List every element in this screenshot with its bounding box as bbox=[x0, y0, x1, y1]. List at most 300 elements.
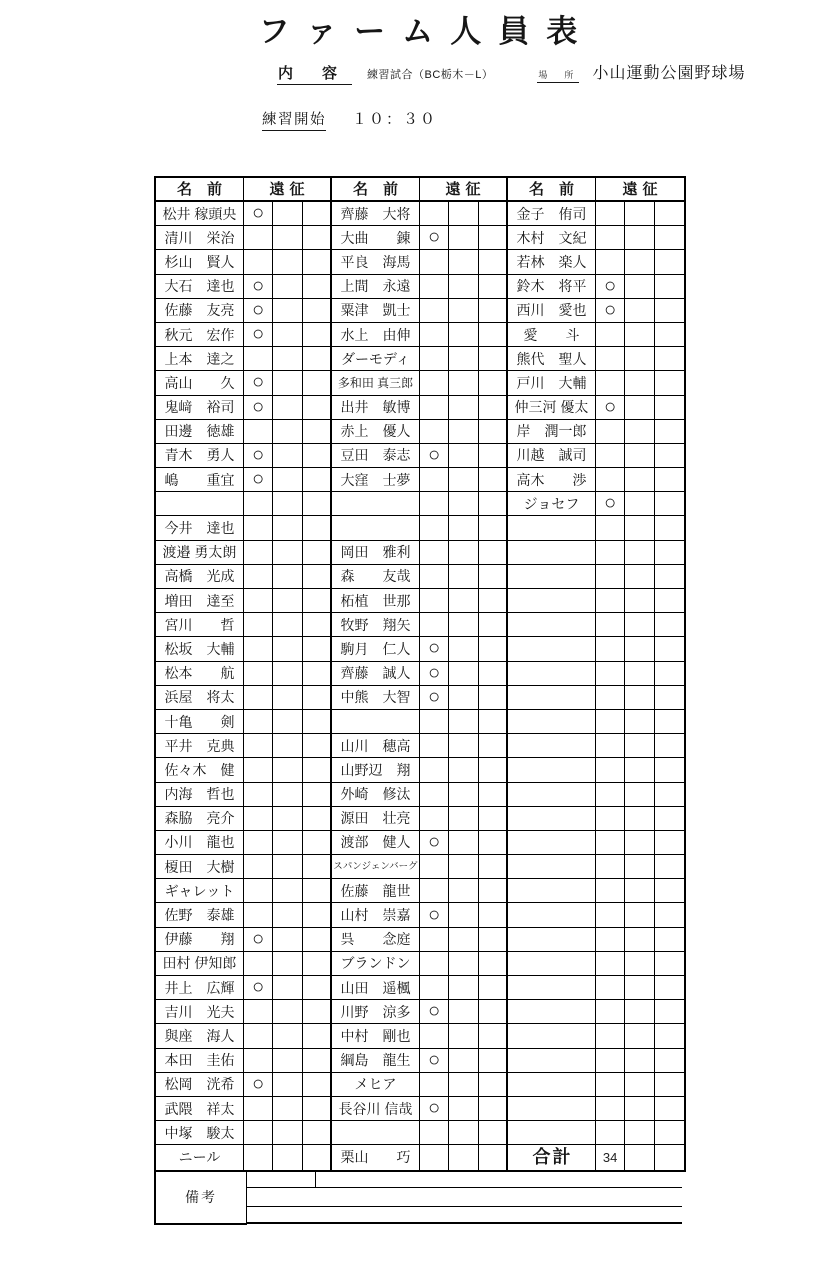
name-cell bbox=[508, 855, 596, 879]
ensei-cell bbox=[420, 855, 449, 879]
name-cell bbox=[508, 1024, 596, 1048]
ensei-cell bbox=[479, 783, 508, 807]
ensei-cell bbox=[273, 758, 302, 782]
ensei-cell bbox=[273, 952, 302, 976]
name-cell bbox=[508, 565, 596, 589]
name-cell: 増田 達至 bbox=[156, 589, 244, 613]
name-cell: 外崎 修汰 bbox=[332, 783, 420, 807]
ensei-cell bbox=[479, 420, 508, 444]
ensei-cell bbox=[625, 662, 654, 686]
name-cell bbox=[508, 637, 596, 661]
name-cell: 吉川 光夫 bbox=[156, 1000, 244, 1024]
name-cell: 渡部 健人 bbox=[332, 831, 420, 855]
name-cell: 木村 文紀 bbox=[508, 226, 596, 250]
ensei-header: 遠征 bbox=[244, 178, 332, 202]
ensei-cell bbox=[244, 613, 273, 637]
ensei-cell bbox=[244, 952, 273, 976]
ensei-cell bbox=[449, 855, 478, 879]
name-cell: 上本 達之 bbox=[156, 347, 244, 371]
remarks-line-1-divider bbox=[315, 1171, 316, 1188]
ensei-cell bbox=[449, 250, 478, 274]
ensei-cell bbox=[303, 662, 332, 686]
ensei-cell bbox=[625, 541, 654, 565]
ensei-cell bbox=[273, 1097, 302, 1121]
name-cell: 愛 斗 bbox=[508, 323, 596, 347]
ensei-cell bbox=[625, 323, 654, 347]
ensei-cell bbox=[596, 202, 625, 226]
ensei-cell bbox=[479, 492, 508, 516]
name-cell: 武隈 祥太 bbox=[156, 1097, 244, 1121]
ensei-cell bbox=[479, 637, 508, 661]
ensei-cell bbox=[596, 928, 625, 952]
name-cell: 中村 剛也 bbox=[332, 1024, 420, 1048]
name-cell: 仲三河 優太 bbox=[508, 396, 596, 420]
ensei-cell bbox=[625, 1121, 654, 1145]
name-cell: 平井 克典 bbox=[156, 734, 244, 758]
ensei-cell bbox=[273, 250, 302, 274]
practice-start-line bbox=[262, 108, 437, 131]
ensei-cell bbox=[655, 371, 684, 395]
ensei-cell bbox=[655, 396, 684, 420]
ensei-cell bbox=[303, 758, 332, 782]
name-cell: 森 友哉 bbox=[332, 565, 420, 589]
ensei-cell bbox=[449, 371, 478, 395]
name-cell bbox=[508, 783, 596, 807]
ensei-cell bbox=[625, 783, 654, 807]
ensei-cell bbox=[449, 613, 478, 637]
name-cell: 本田 圭佑 bbox=[156, 1049, 244, 1073]
ensei-cell bbox=[625, 468, 654, 492]
content-label: 内 容 bbox=[277, 62, 352, 85]
ensei-cell bbox=[449, 710, 478, 734]
ensei-cell bbox=[625, 371, 654, 395]
ensei-cell bbox=[479, 299, 508, 323]
ensei-cell bbox=[479, 662, 508, 686]
ensei-cell bbox=[625, 637, 654, 661]
ensei-cell bbox=[625, 758, 654, 782]
ensei-cell bbox=[449, 468, 478, 492]
name-header: 名 前 bbox=[156, 178, 244, 202]
ensei-cell bbox=[596, 952, 625, 976]
ensei-cell bbox=[655, 734, 684, 758]
ensei-cell bbox=[479, 1024, 508, 1048]
ensei-cell bbox=[303, 468, 332, 492]
ensei-cell bbox=[420, 1121, 449, 1145]
ensei-cell bbox=[655, 952, 684, 976]
ensei-mark-cell: ○ bbox=[420, 1049, 449, 1073]
ensei-cell bbox=[244, 565, 273, 589]
ensei-cell bbox=[303, 202, 332, 226]
ensei-cell bbox=[244, 226, 273, 250]
ensei-cell bbox=[244, 686, 273, 710]
ensei-cell bbox=[303, 976, 332, 1000]
ensei-cell bbox=[420, 1024, 449, 1048]
ensei-cell bbox=[479, 541, 508, 565]
name-cell: 與座 海人 bbox=[156, 1024, 244, 1048]
name-cell: メヒア bbox=[332, 1073, 420, 1097]
ensei-cell bbox=[625, 734, 654, 758]
ensei-cell bbox=[479, 1121, 508, 1145]
ensei-mark-cell: ○ bbox=[244, 444, 273, 468]
ensei-cell bbox=[420, 541, 449, 565]
ensei-cell bbox=[655, 565, 684, 589]
name-cell: 若林 楽人 bbox=[508, 250, 596, 274]
name-cell: 駒月 仁人 bbox=[332, 637, 420, 661]
place-value: 小山運動公園野球場 bbox=[592, 65, 746, 82]
ensei-cell bbox=[273, 928, 302, 952]
name-cell: 源田 壮亮 bbox=[332, 807, 420, 831]
ensei-cell bbox=[479, 710, 508, 734]
name-cell bbox=[508, 1049, 596, 1073]
ensei-cell bbox=[655, 1073, 684, 1097]
ensei-mark-cell: ○ bbox=[420, 1000, 449, 1024]
name-cell: 平良 海馬 bbox=[332, 250, 420, 274]
ensei-cell bbox=[625, 710, 654, 734]
ensei-cell bbox=[596, 371, 625, 395]
ensei-cell bbox=[596, 347, 625, 371]
ensei-cell bbox=[596, 420, 625, 444]
ensei-cell bbox=[596, 1049, 625, 1073]
ensei-cell bbox=[449, 662, 478, 686]
ensei-header: 遠征 bbox=[596, 178, 684, 202]
ensei-cell bbox=[303, 541, 332, 565]
ensei-cell bbox=[449, 420, 478, 444]
ensei-cell bbox=[655, 879, 684, 903]
ensei-cell bbox=[449, 299, 478, 323]
ensei-cell bbox=[625, 420, 654, 444]
name-cell: 齊藤 大将 bbox=[332, 202, 420, 226]
ensei-cell bbox=[655, 783, 684, 807]
name-cell bbox=[508, 589, 596, 613]
ensei-cell bbox=[420, 976, 449, 1000]
name-cell: 佐藤 龍世 bbox=[332, 879, 420, 903]
ensei-cell bbox=[479, 202, 508, 226]
name-cell: 松岡 洸希 bbox=[156, 1073, 244, 1097]
ensei-cell bbox=[273, 1000, 302, 1024]
name-cell: 呉 念庭 bbox=[332, 928, 420, 952]
ensei-cell bbox=[303, 347, 332, 371]
ensei-cell bbox=[303, 565, 332, 589]
name-cell: 嶋 重宜 bbox=[156, 468, 244, 492]
ensei-cell bbox=[273, 613, 302, 637]
name-cell: 榎田 大樹 bbox=[156, 855, 244, 879]
ensei-cell bbox=[596, 226, 625, 250]
ensei-cell bbox=[449, 1121, 478, 1145]
ensei-cell bbox=[449, 758, 478, 782]
ensei-cell bbox=[449, 807, 478, 831]
ensei-cell bbox=[273, 783, 302, 807]
ensei-header: 遠征 bbox=[420, 178, 508, 202]
ensei-cell bbox=[655, 250, 684, 274]
name-cell: 秋元 宏作 bbox=[156, 323, 244, 347]
ensei-mark-cell: ○ bbox=[596, 299, 625, 323]
ensei-cell bbox=[479, 323, 508, 347]
ensei-cell bbox=[625, 855, 654, 879]
ensei-cell bbox=[479, 1073, 508, 1097]
ensei-cell bbox=[625, 250, 654, 274]
name-cell: 金子 侑司 bbox=[508, 202, 596, 226]
ensei-cell bbox=[449, 952, 478, 976]
ensei-cell bbox=[420, 783, 449, 807]
ensei-cell bbox=[244, 250, 273, 274]
ensei-cell bbox=[449, 783, 478, 807]
name-cell bbox=[508, 952, 596, 976]
name-cell bbox=[508, 903, 596, 927]
ensei-cell bbox=[655, 541, 684, 565]
name-cell: 高山 久 bbox=[156, 371, 244, 395]
ensei-cell bbox=[303, 371, 332, 395]
ensei-cell bbox=[655, 444, 684, 468]
ensei-cell bbox=[655, 710, 684, 734]
ensei-cell bbox=[449, 565, 478, 589]
name-cell: 栗山 巧 bbox=[332, 1145, 420, 1169]
name-cell: ニール bbox=[156, 1145, 244, 1169]
page-title: ファーム人員表 bbox=[258, 14, 595, 49]
ensei-cell bbox=[273, 831, 302, 855]
name-header: 名 前 bbox=[332, 178, 420, 202]
name-cell bbox=[508, 541, 596, 565]
ensei-cell bbox=[449, 492, 478, 516]
ensei-cell bbox=[273, 589, 302, 613]
ensei-cell bbox=[303, 855, 332, 879]
ensei-cell bbox=[303, 710, 332, 734]
name-cell: 山野辺 翔 bbox=[332, 758, 420, 782]
ensei-cell bbox=[303, 1073, 332, 1097]
ensei-cell bbox=[303, 396, 332, 420]
ensei-mark-cell: ○ bbox=[244, 1073, 273, 1097]
ensei-cell bbox=[625, 928, 654, 952]
ensei-cell bbox=[596, 734, 625, 758]
ensei-cell bbox=[303, 589, 332, 613]
ensei-cell bbox=[655, 1024, 684, 1048]
ensei-cell bbox=[244, 855, 273, 879]
ensei-cell bbox=[244, 758, 273, 782]
ensei-mark-cell: ○ bbox=[244, 928, 273, 952]
ensei-cell bbox=[449, 1073, 478, 1097]
ensei-cell bbox=[655, 662, 684, 686]
name-cell: 内海 哲也 bbox=[156, 783, 244, 807]
ensei-cell bbox=[625, 226, 654, 250]
ensei-cell bbox=[449, 541, 478, 565]
name-cell bbox=[508, 758, 596, 782]
ensei-cell bbox=[655, 903, 684, 927]
ensei-cell bbox=[273, 226, 302, 250]
name-cell: 田村 伊知郎 bbox=[156, 952, 244, 976]
ensei-mark-cell: ○ bbox=[596, 396, 625, 420]
ensei-cell bbox=[655, 589, 684, 613]
ensei-cell bbox=[449, 734, 478, 758]
name-cell: 岸 潤一郎 bbox=[508, 420, 596, 444]
ensei-cell bbox=[596, 589, 625, 613]
name-cell: 井上 広輝 bbox=[156, 976, 244, 1000]
name-cell: 佐野 泰雄 bbox=[156, 903, 244, 927]
name-cell: ジョセフ bbox=[508, 492, 596, 516]
ensei-cell bbox=[655, 855, 684, 879]
practice-start-label: 練習開始 bbox=[262, 108, 326, 131]
ensei-cell bbox=[625, 1097, 654, 1121]
ensei-cell bbox=[655, 492, 684, 516]
ensei-cell bbox=[625, 1000, 654, 1024]
name-cell bbox=[508, 831, 596, 855]
name-cell: スパンジェンバーグ bbox=[332, 855, 420, 879]
ensei-cell bbox=[596, 1024, 625, 1048]
ensei-cell bbox=[625, 275, 654, 299]
ensei-cell bbox=[273, 444, 302, 468]
ensei-cell bbox=[449, 347, 478, 371]
ensei-cell bbox=[655, 299, 684, 323]
name-cell: 十亀 剣 bbox=[156, 710, 244, 734]
ensei-cell bbox=[655, 831, 684, 855]
name-cell: 中熊 大智 bbox=[332, 686, 420, 710]
ensei-cell bbox=[303, 1000, 332, 1024]
ensei-cell bbox=[273, 637, 302, 661]
ensei-cell bbox=[655, 347, 684, 371]
name-cell: 山村 崇嘉 bbox=[332, 903, 420, 927]
ensei-cell bbox=[244, 1121, 273, 1145]
ensei-cell bbox=[273, 976, 302, 1000]
name-cell: 水上 由伸 bbox=[332, 323, 420, 347]
ensei-cell bbox=[625, 396, 654, 420]
ensei-mark-cell: ○ bbox=[420, 662, 449, 686]
ensei-cell bbox=[655, 1121, 684, 1145]
ensei-cell bbox=[479, 928, 508, 952]
ensei-cell bbox=[420, 1145, 449, 1169]
name-cell bbox=[508, 516, 596, 540]
ensei-cell bbox=[625, 565, 654, 589]
name-cell bbox=[508, 613, 596, 637]
ensei-cell bbox=[625, 976, 654, 1000]
ensei-cell bbox=[655, 686, 684, 710]
ensei-cell bbox=[303, 903, 332, 927]
ensei-cell bbox=[625, 492, 654, 516]
ensei-cell bbox=[303, 250, 332, 274]
ensei-cell bbox=[273, 202, 302, 226]
name-cell: 粟津 凱士 bbox=[332, 299, 420, 323]
name-cell bbox=[508, 1073, 596, 1097]
ensei-mark-cell: ○ bbox=[420, 831, 449, 855]
info-line bbox=[277, 60, 745, 85]
ensei-cell bbox=[655, 323, 684, 347]
ensei-cell bbox=[655, 516, 684, 540]
ensei-cell bbox=[273, 1145, 302, 1169]
ensei-cell bbox=[303, 613, 332, 637]
ensei-cell bbox=[655, 807, 684, 831]
ensei-cell bbox=[273, 516, 302, 540]
remarks-line-1 bbox=[247, 1171, 682, 1189]
ensei-cell bbox=[273, 879, 302, 903]
name-cell: 戸川 大輔 bbox=[508, 371, 596, 395]
name-cell: 鈴木 将平 bbox=[508, 275, 596, 299]
ensei-cell bbox=[449, 928, 478, 952]
remarks-section bbox=[154, 1171, 682, 1225]
ensei-cell bbox=[596, 976, 625, 1000]
ensei-cell bbox=[449, 976, 478, 1000]
name-cell: 小川 龍也 bbox=[156, 831, 244, 855]
ensei-cell bbox=[625, 1049, 654, 1073]
ensei-cell bbox=[479, 565, 508, 589]
ensei-cell bbox=[655, 613, 684, 637]
ensei-cell bbox=[655, 275, 684, 299]
ensei-cell bbox=[303, 420, 332, 444]
ensei-cell bbox=[625, 879, 654, 903]
ensei-cell bbox=[479, 468, 508, 492]
ensei-cell bbox=[655, 1000, 684, 1024]
ensei-cell bbox=[625, 202, 654, 226]
ensei-cell bbox=[303, 1121, 332, 1145]
ensei-cell bbox=[655, 637, 684, 661]
ensei-cell bbox=[479, 952, 508, 976]
ensei-cell bbox=[449, 637, 478, 661]
ensei-cell bbox=[244, 879, 273, 903]
ensei-cell bbox=[479, 516, 508, 540]
ensei-cell bbox=[273, 275, 302, 299]
ensei-cell bbox=[596, 541, 625, 565]
ensei-mark-cell: ○ bbox=[420, 686, 449, 710]
ensei-cell bbox=[449, 396, 478, 420]
ensei-cell bbox=[303, 226, 332, 250]
ensei-cell bbox=[449, 226, 478, 250]
ensei-cell bbox=[420, 396, 449, 420]
ensei-cell bbox=[625, 299, 654, 323]
ensei-cell bbox=[244, 734, 273, 758]
ensei-cell bbox=[420, 347, 449, 371]
ensei-cell bbox=[273, 347, 302, 371]
ensei-cell bbox=[273, 1049, 302, 1073]
name-cell: 森脇 亮介 bbox=[156, 807, 244, 831]
ensei-cell bbox=[596, 1097, 625, 1121]
name-cell: 大曲 錬 bbox=[332, 226, 420, 250]
ensei-mark-cell: ○ bbox=[244, 299, 273, 323]
name-cell: 豆田 泰志 bbox=[332, 444, 420, 468]
ensei-cell bbox=[596, 879, 625, 903]
ensei-cell bbox=[655, 420, 684, 444]
ensei-cell bbox=[244, 492, 273, 516]
name-cell bbox=[508, 662, 596, 686]
ensei-cell bbox=[479, 371, 508, 395]
ensei-cell bbox=[273, 662, 302, 686]
ensei-cell bbox=[244, 1097, 273, 1121]
ensei-cell bbox=[596, 565, 625, 589]
ensei-cell bbox=[420, 492, 449, 516]
ensei-cell bbox=[244, 807, 273, 831]
ensei-cell bbox=[420, 589, 449, 613]
ensei-cell bbox=[420, 275, 449, 299]
ensei-cell bbox=[655, 928, 684, 952]
ensei-cell bbox=[596, 1000, 625, 1024]
ensei-cell bbox=[479, 250, 508, 274]
ensei-cell bbox=[273, 1121, 302, 1145]
ensei-cell bbox=[273, 807, 302, 831]
ensei-cell bbox=[303, 516, 332, 540]
ensei-cell bbox=[479, 831, 508, 855]
ensei-cell bbox=[303, 637, 332, 661]
ensei-cell bbox=[596, 1121, 625, 1145]
ensei-cell bbox=[273, 1073, 302, 1097]
name-cell bbox=[508, 734, 596, 758]
ensei-cell bbox=[596, 831, 625, 855]
ensei-cell bbox=[244, 710, 273, 734]
ensei-cell bbox=[625, 1073, 654, 1097]
name-header: 名 前 bbox=[508, 178, 596, 202]
ensei-cell bbox=[244, 1049, 273, 1073]
ensei-mark-cell: ○ bbox=[420, 903, 449, 927]
ensei-cell bbox=[449, 323, 478, 347]
name-cell: 清川 栄治 bbox=[156, 226, 244, 250]
name-cell: 浜屋 将太 bbox=[156, 686, 244, 710]
ensei-cell bbox=[420, 202, 449, 226]
name-cell: ブランドン bbox=[332, 952, 420, 976]
ensei-cell bbox=[449, 202, 478, 226]
